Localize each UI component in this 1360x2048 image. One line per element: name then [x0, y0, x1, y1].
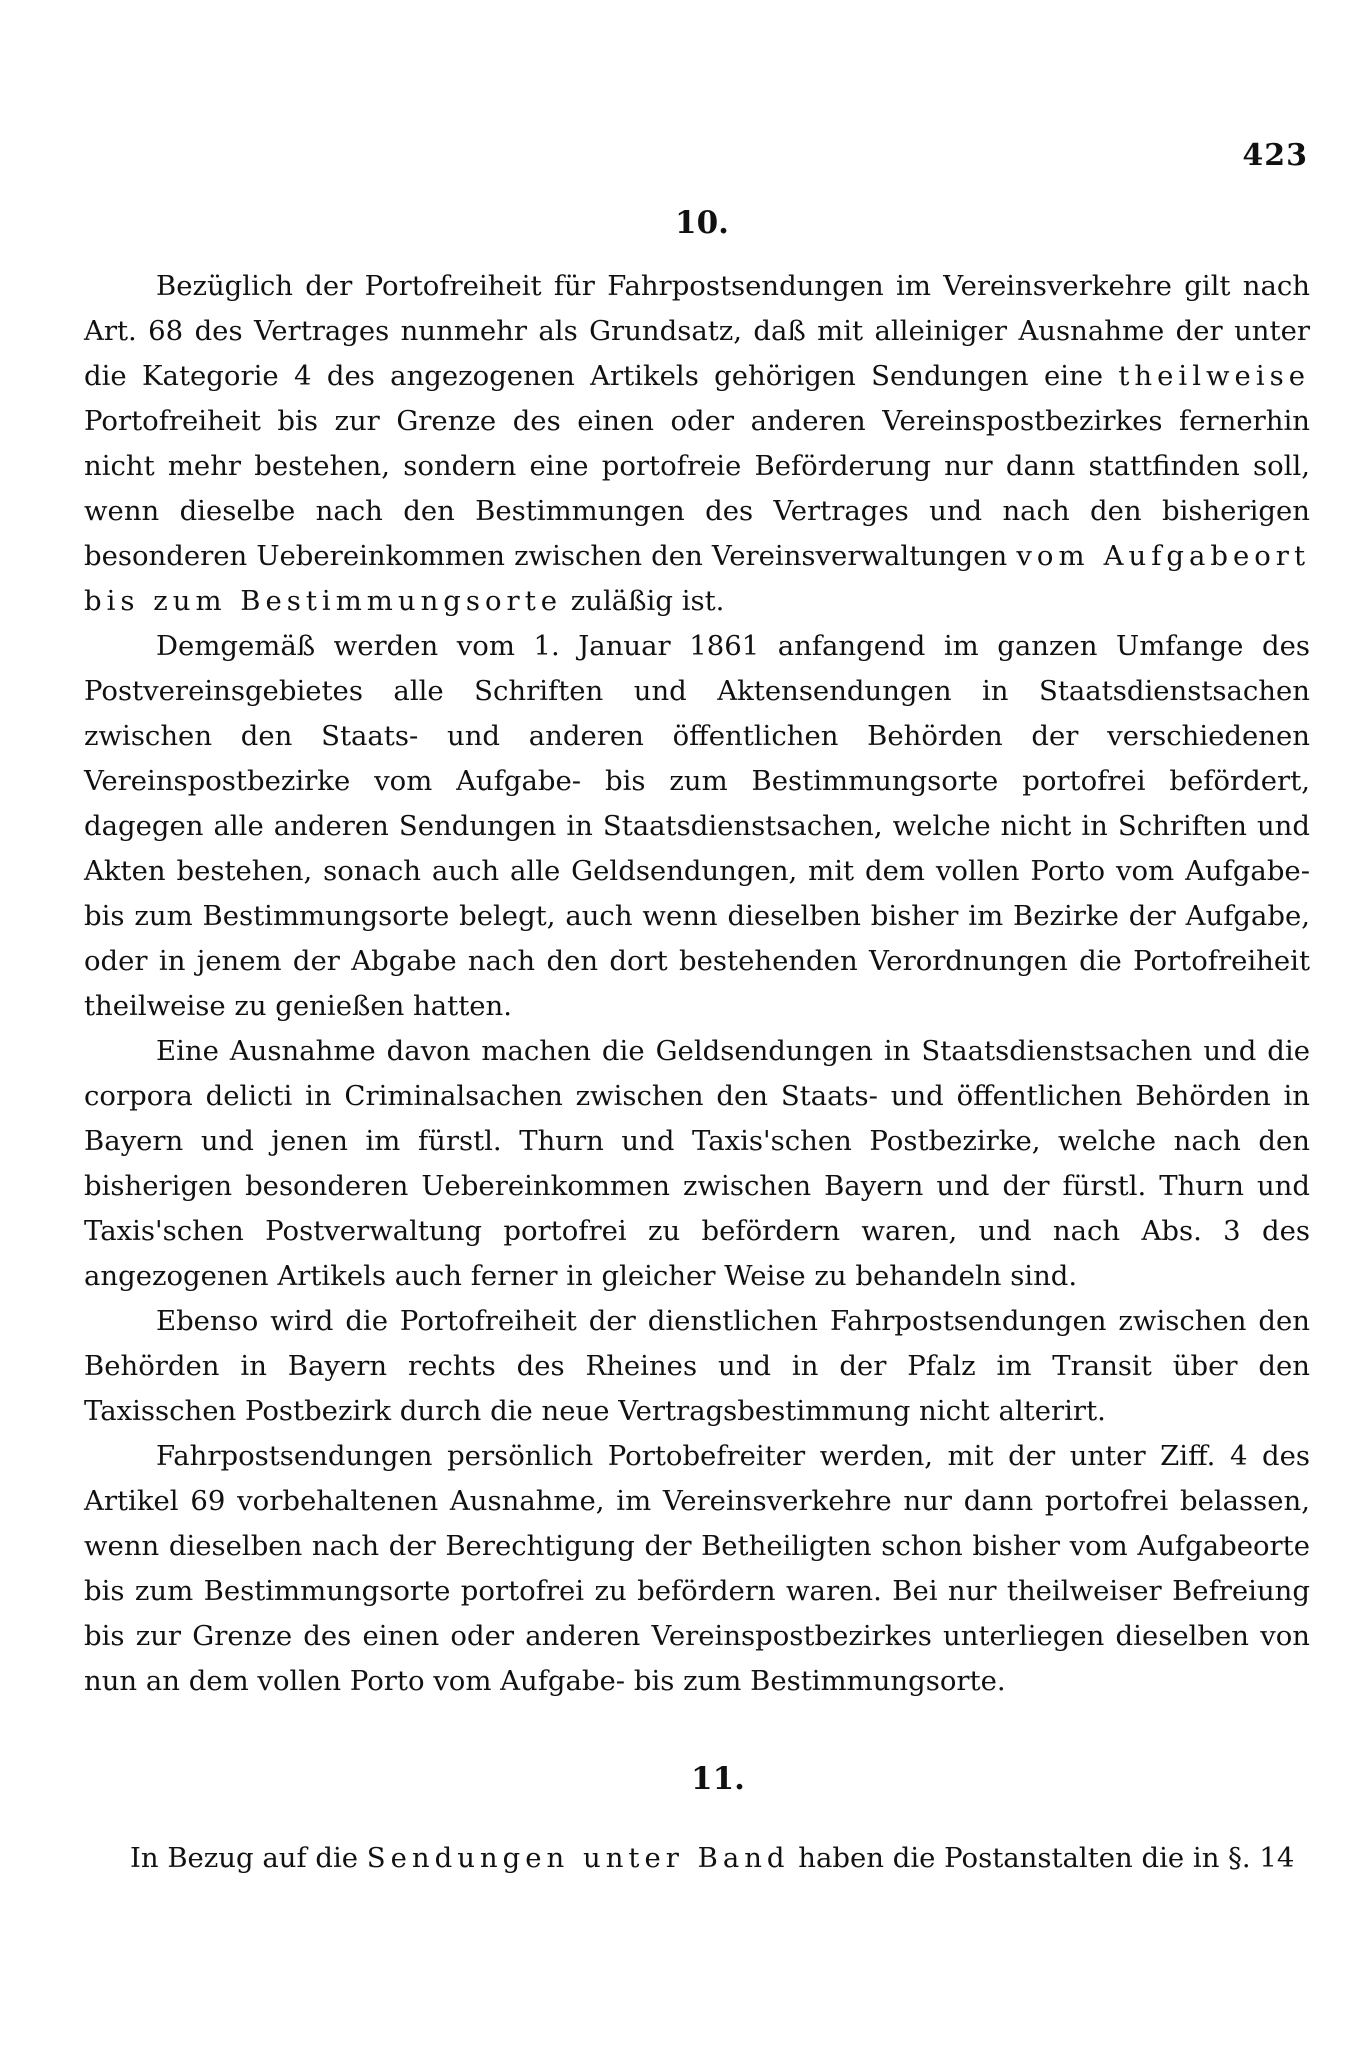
paragraph-1-text-c: zuläßig ist. — [562, 585, 725, 617]
section-11-heading: 11. — [691, 1761, 745, 1797]
paragraph-4: Ebenso wird die Portofreiheit der dienstlichen Fahrpostsendungen zwischen den Behörden in Bayern rechts des Rheines und in der Pfalz im Transit über den Taxisschen Postbezirk durch die neue Vertragsbestimmung nicht alterirt. — [84, 1305, 1310, 1427]
paragraph-2: Demgemäß werden vom 1. Januar 1861 anfangend im ganzen Umfange des Postvereinsgebietes alle Schriften und Aktensendungen in Staatsdienstsachen zwischen den Staats- und anderen öffentlichen Behörden der verschiedenen Vereinspostbezirke vom Aufgabe- bis zum Bestimmungsorte portofrei befördert, dagegen alle anderen Sendungen in Staatsdienstsachen, welche nicht in Schriften und Akten bestehen, sonach auch alle Geldsendungen, mit dem vollen Porto vom Aufgabe- bis zum Bestimmungsorte belegt, auch wenn dieselben bisher im Bezirke der Aufgabe, oder in jenem der Abgabe nach den dort bestehenden Verordnungen die Portofreiheit theilweise zu genießen hatten. — [84, 630, 1310, 1022]
paragraph-3: Eine Ausnahme davon machen die Geldsendungen in Staatsdienstsachen und die corpora delicti in Criminalsachen zwischen den Staats- und öffentlichen Behörden in Bayern und jenen im fürstl. Thurn und Taxis'schen Postbezirke, welche nach den bisherigen besonderen Uebereinkommen zwischen Bayern und der fürstl. Thurn und Taxis'schen Postverwaltung portofrei zu befördern waren, und nach Abs. 3 des angezogenen Artikels auch ferner in gleicher Weise zu behandeln sind. — [84, 1035, 1310, 1292]
section-10-heading: 10. — [675, 205, 729, 241]
paragraph-1-spaced-a: theilweise — [1118, 360, 1310, 392]
section-11-spaced: Sendungen unter Band — [366, 1842, 790, 1874]
section-10-body — [84, 264, 1310, 1704]
paragraph-1-spaced-b: vom Aufgabeort bis zum Bestimmungsorte — [84, 540, 1310, 617]
paragraph-1-text-b: Portofreiheit bis zur Grenze des einen oder anderen Vereinspostbezirkes fernerhin nicht mehr bestehen, sondern eine portofreie Beförderung nur dann stattfinden soll, wenn dieselbe nach den Bestimmungen des Vertrages und nach den bisherigen besonderen Uebereinkommen zwischen den Vereinsverwaltungen — [84, 405, 1310, 572]
section-11-body — [130, 1836, 1310, 1881]
section-11-text-b: haben die Postanstalten die in §. 14 — [789, 1842, 1295, 1874]
page-number: 423 — [1242, 138, 1308, 173]
paragraph-5: Fahrpostsendungen persönlich Portobefreiter werden, mit der unter Ziff. 4 des Artikel 69 vorbehaltenen Ausnahme, im Vereinsverkehre nur dann portofrei belassen, wenn dieselben nach der Berechtigung der Betheiligten schon bisher vom Aufgabeorte bis zum Bestimmungsorte portofrei zu befördern waren. Bei nur theilweiser Befreiung bis zur Grenze des einen oder anderen Vereinspostbezirkes unterliegen dieselben von nun an dem vollen Porto vom Aufgabe- bis zum Bestimmungsorte. — [84, 1440, 1310, 1697]
section-11-text-a: In Bezug auf die — [130, 1842, 367, 1874]
paragraph-1-text-a: Bezüglich der Portofreiheit für Fahrpostsendungen im Vereinsverkehre gilt nach Art. 68 des Vertrages nunmehr als Grundsatz, daß mit alleiniger Ausnahme der unter die Kategorie 4 des angezogenen Artikels gehörigen Sendungen eine — [84, 270, 1310, 392]
paragraph-1 — [84, 264, 1310, 624]
section-11-paragraph — [130, 1836, 1310, 1881]
